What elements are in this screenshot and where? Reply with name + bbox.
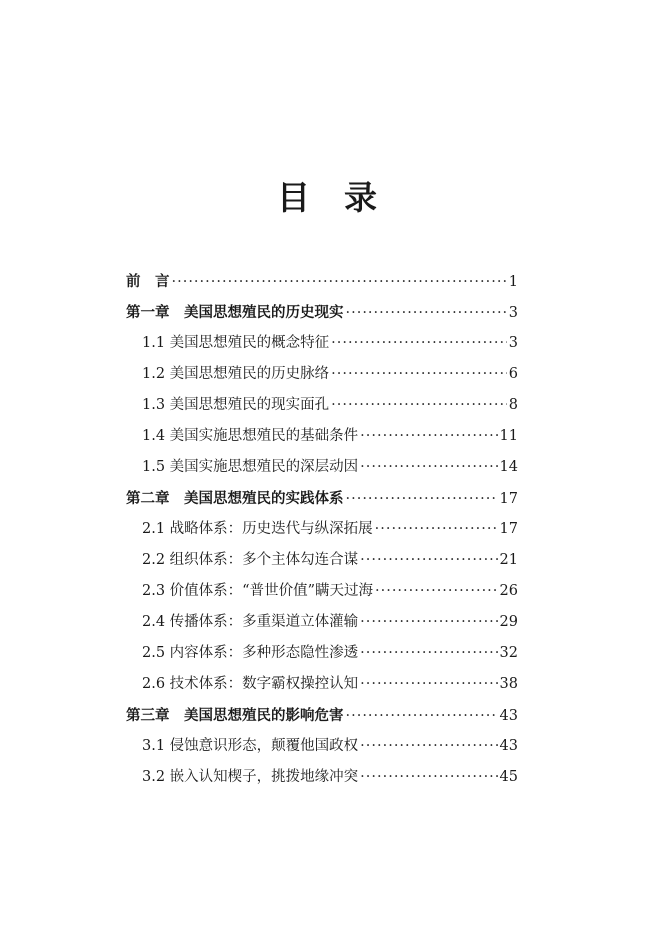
toc-entry-page: 3 [508,335,518,351]
dot-leader [346,484,498,515]
toc-entry-label: 前 言 [126,273,170,290]
toc-entry-label: 2.5 内容体系：多种形态隐性渗透 [142,645,359,661]
toc-entry-section-2-2[interactable] [126,545,518,576]
toc-entry-label: 第二章 美国思想殖民的实践体系 [126,490,344,507]
toc-entry-section-2-5[interactable] [126,638,518,669]
page-title-char-1: 目 [277,178,310,217]
toc-entry-section-1-2[interactable] [126,359,518,390]
toc-entry-page: 45 [499,769,518,785]
toc-entry-page: 43 [499,738,518,754]
dot-leader [331,328,507,359]
toc-entry-label: 2.1 战略体系：历史迭代与纵深拓展 [142,521,373,537]
dot-leader [360,638,497,669]
toc-entry-label: 1.1 美国思想殖民的概念特征 [142,335,330,351]
toc-entry-page: 11 [499,428,518,444]
toc-entry-page: 17 [499,491,518,507]
toc-entry-section-2-3[interactable] [126,576,518,607]
toc-entry-label: 1.2 美国思想殖民的历史脉络 [142,366,330,382]
dot-leader [360,762,497,793]
dot-leader [172,267,507,298]
toc-entry-section-1-1[interactable] [126,328,518,359]
dot-leader [346,298,507,329]
toc-entry-page: 26 [499,583,518,599]
toc-entry-page: 1 [508,274,518,290]
dot-leader [346,701,498,732]
toc-entry-page: 8 [508,397,518,413]
toc-entry-chapter-3[interactable] [126,700,518,731]
toc-entry-section-1-4[interactable] [126,421,518,452]
toc-entry-section-3-1[interactable] [126,731,518,762]
toc-entry-label: 1.4 美国实施思想殖民的基础条件 [142,428,359,444]
dot-leader [331,390,507,421]
dot-leader [360,607,497,638]
toc-entry-label: 3.2 嵌入认知楔子，挑拨地缘冲突 [142,769,359,785]
toc-entry-section-2-6[interactable] [126,669,518,700]
toc-entry-label: 1.3 美国思想殖民的现实面孔 [142,397,330,413]
toc-entry-label: 第三章 美国思想殖民的影响危害 [126,707,344,724]
toc-entry-chapter-1[interactable] [126,297,518,328]
toc-entry-label: 2.3 价值体系：“普世价值”瞒天过海 [142,583,373,599]
toc-entry-page: 21 [499,552,518,568]
dot-leader [375,576,498,607]
dot-leader [375,514,498,545]
toc-entry-label: 1.5 美国实施思想殖民的深层动因 [142,459,359,475]
page-title-char-2: 录 [344,178,377,217]
dot-leader [360,731,497,762]
toc-entry-section-2-4[interactable] [126,607,518,638]
toc-entry-section-2-1[interactable] [126,514,518,545]
dot-leader [360,669,497,700]
toc-entry-page: 32 [499,645,518,661]
toc-entry-page: 43 [499,708,518,724]
toc-entry-label: 3.1 侵蚀意识形态，颠覆他国政权 [142,738,359,754]
toc-list [126,266,518,793]
page-title [0,172,654,219]
toc-entry-page: 6 [508,366,518,382]
toc-entry-chapter-2[interactable] [126,483,518,514]
toc-entry-preface[interactable] [126,266,518,297]
dot-leader [360,545,497,576]
toc-entry-page: 14 [499,459,518,475]
toc-entry-page: 38 [499,676,518,692]
toc-entry-section-1-3[interactable] [126,390,518,421]
toc-entry-label: 2.6 技术体系：数字霸权操控认知 [142,676,359,692]
toc-entry-page: 29 [499,614,518,630]
dot-leader [360,452,497,483]
toc-entry-section-1-5[interactable] [126,452,518,483]
toc-entry-page: 3 [508,305,518,321]
dot-leader [331,359,507,390]
toc-entry-label: 第一章 美国思想殖民的历史现实 [126,304,344,321]
toc-entry-label: 2.4 传播体系：多重渠道立体灌输 [142,614,359,630]
toc-entry-section-3-2[interactable] [126,762,518,793]
toc-entry-label: 2.2 组织体系：多个主体勾连合谋 [142,552,359,568]
toc-entry-page: 17 [499,521,518,537]
dot-leader [360,421,497,452]
